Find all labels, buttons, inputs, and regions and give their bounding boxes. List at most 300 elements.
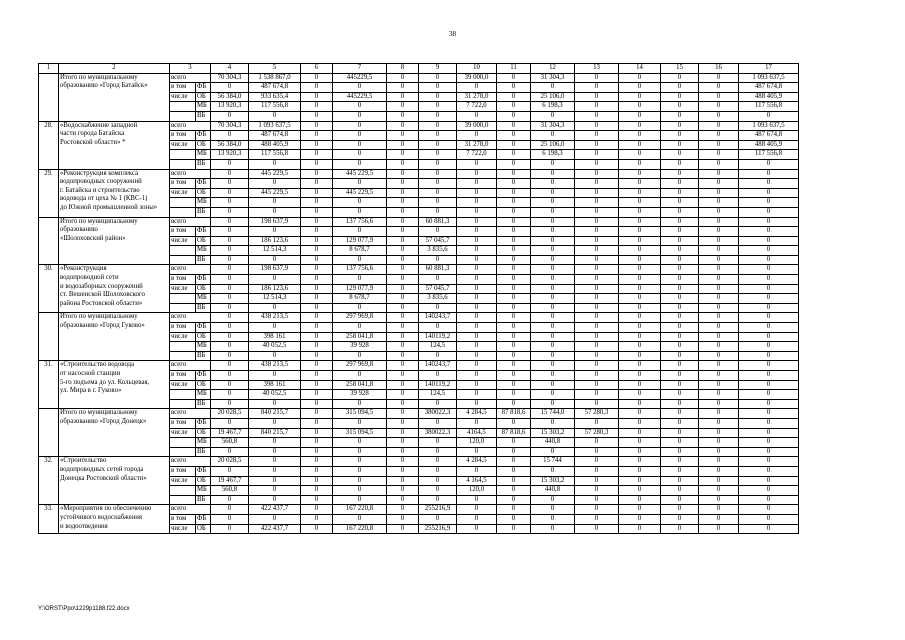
value-cell: 0: [211, 255, 249, 265]
funding-source-cell: ОБ: [196, 92, 211, 102]
value-cell: 487 674,8: [249, 83, 301, 93]
funding-label-cell: числе: [170, 380, 196, 390]
value-cell: 398 161: [249, 332, 301, 342]
value-cell: 0: [249, 323, 301, 333]
value-cell: 0: [333, 121, 387, 131]
value-cell: 0: [497, 524, 531, 534]
value-cell: 0: [661, 438, 699, 448]
value-cell: 0: [249, 371, 301, 381]
funding-label-cell: числе: [170, 476, 196, 486]
value-cell: 0: [699, 418, 739, 428]
table-row: [39, 409, 799, 419]
value-cell: 0: [575, 284, 619, 294]
value-cell: 120,0: [457, 438, 497, 448]
funding-label-cell: всего: [170, 505, 211, 515]
value-cell: 57 045,7: [419, 236, 457, 246]
item-number-cell: [39, 313, 59, 361]
value-cell: 0: [211, 524, 249, 534]
item-name-line: водовода от цеха № 1 (КВС-1): [60, 195, 148, 203]
value-cell: 0: [387, 275, 419, 285]
value-cell: 0: [419, 102, 457, 112]
value-cell: 0: [619, 476, 661, 486]
item-name-cell: [59, 457, 170, 505]
item-name-line: 5-го подъема до ул. Кольцевая,: [60, 378, 150, 386]
value-cell: 0: [387, 514, 419, 524]
item-name-line: «Мероприятия по обеспечению: [60, 505, 152, 513]
value-cell: 1 093 637,5: [739, 121, 799, 131]
value-cell: 0: [531, 380, 575, 390]
value-cell: 0: [699, 140, 739, 150]
value-cell: 6 198,3: [531, 102, 575, 112]
value-cell: 137 756,6: [333, 217, 387, 227]
value-cell: 0: [387, 92, 419, 102]
value-cell: 0: [531, 198, 575, 208]
value-cell: 0: [457, 390, 497, 400]
value-cell: 0: [301, 140, 333, 150]
value-cell: 0: [301, 524, 333, 534]
funding-label-cell: в том: [170, 323, 196, 333]
value-cell: 315 094,5: [333, 409, 387, 419]
value-cell: 0: [699, 428, 739, 438]
value-cell: 0: [457, 294, 497, 304]
value-cell: 0: [575, 399, 619, 409]
value-cell: 0: [661, 188, 699, 198]
value-cell: 0: [699, 476, 739, 486]
funding-label-cell: всего: [170, 457, 211, 467]
value-cell: 0: [333, 466, 387, 476]
item-name-line: ул. Мира в г. Гуково»: [60, 387, 122, 395]
value-cell: 0: [301, 313, 333, 323]
value-cell: 0: [699, 121, 739, 131]
column-number-cell: 1: [39, 64, 59, 74]
funding-label-cell: [170, 294, 196, 304]
funding-label-cell: [170, 351, 196, 361]
value-cell: 0: [419, 275, 457, 285]
value-cell: 0: [575, 111, 619, 121]
value-cell: 0: [661, 323, 699, 333]
value-cell: 0: [619, 207, 661, 217]
value-cell: 0: [531, 332, 575, 342]
value-cell: 0: [387, 303, 419, 313]
value-cell: 0: [619, 495, 661, 505]
value-cell: 0: [457, 505, 497, 515]
value-cell: 0: [497, 476, 531, 486]
value-cell: 0: [619, 284, 661, 294]
column-number-cell: 12: [531, 64, 575, 74]
value-cell: 0: [739, 179, 799, 189]
value-cell: 0: [531, 342, 575, 352]
value-cell: 0: [661, 121, 699, 131]
funding-source-cell: ОБ: [196, 188, 211, 198]
value-cell: 0: [619, 466, 661, 476]
value-cell: 0: [497, 380, 531, 390]
value-cell: 137 756,6: [333, 265, 387, 275]
value-cell: 140243,7: [419, 313, 457, 323]
value-cell: 0: [419, 486, 457, 496]
value-cell: 0: [333, 438, 387, 448]
value-cell: 0: [211, 265, 249, 275]
value-cell: 445 229,5: [333, 188, 387, 198]
value-cell: 0: [699, 179, 739, 189]
value-cell: 0: [301, 207, 333, 217]
value-cell: 117 556,8: [249, 150, 301, 160]
value-cell: 0: [457, 198, 497, 208]
value-cell: 0: [419, 476, 457, 486]
value-cell: 0: [419, 83, 457, 93]
value-cell: 0: [531, 371, 575, 381]
value-cell: 0: [457, 159, 497, 169]
value-cell: 70 304,3: [211, 73, 249, 83]
item-number-cell: 33.: [39, 505, 59, 534]
value-cell: 0: [419, 159, 457, 169]
value-cell: 15 303,2: [531, 428, 575, 438]
value-cell: 0: [619, 428, 661, 438]
value-cell: 0: [699, 131, 739, 141]
value-cell: 198 637,9: [249, 217, 301, 227]
value-cell: 0: [575, 466, 619, 476]
value-cell: 0: [699, 361, 739, 371]
value-cell: 0: [699, 227, 739, 237]
value-cell: 0: [457, 399, 497, 409]
value-cell: 0: [619, 303, 661, 313]
value-cell: 315 094,5: [333, 428, 387, 438]
item-name-line: г. Батайска и строительство: [60, 186, 140, 194]
value-cell: 0: [419, 73, 457, 83]
value-cell: 0: [739, 198, 799, 208]
value-cell: 0: [619, 92, 661, 102]
value-cell: 0: [531, 217, 575, 227]
value-cell: 0: [531, 303, 575, 313]
value-cell: 0: [301, 284, 333, 294]
funding-label-cell: в том: [170, 371, 196, 381]
funding-label-cell: в том: [170, 227, 196, 237]
value-cell: 1 093 637,5: [739, 73, 799, 83]
value-cell: 0: [699, 198, 739, 208]
value-cell: 60 881,3: [419, 265, 457, 275]
value-cell: 8 678,7: [333, 294, 387, 304]
value-cell: 0: [661, 207, 699, 217]
value-cell: 0: [457, 169, 497, 179]
value-cell: 933 635,4: [249, 92, 301, 102]
column-number-cell: 4: [211, 64, 249, 74]
value-cell: 0: [497, 140, 531, 150]
value-cell: 0: [301, 505, 333, 515]
value-cell: 0: [497, 399, 531, 409]
value-cell: 0: [457, 380, 497, 390]
item-name-cell: [59, 265, 170, 313]
value-cell: 39 928: [333, 342, 387, 352]
value-cell: 440,8: [531, 438, 575, 448]
value-cell: 0: [739, 284, 799, 294]
value-cell: 0: [249, 486, 301, 496]
value-cell: 0: [699, 505, 739, 515]
value-cell: 0: [419, 121, 457, 131]
value-cell: 0: [497, 207, 531, 217]
value-cell: 0: [575, 179, 619, 189]
value-cell: 0: [619, 409, 661, 419]
value-cell: 0: [531, 131, 575, 141]
value-cell: 0: [387, 227, 419, 237]
value-cell: 0: [301, 255, 333, 265]
value-cell: 0: [661, 409, 699, 419]
value-cell: 40 052,5: [249, 390, 301, 400]
funding-label-cell: [170, 150, 196, 160]
value-cell: 0: [619, 418, 661, 428]
value-cell: 0: [387, 169, 419, 179]
value-cell: 0: [301, 179, 333, 189]
value-cell: 0: [575, 323, 619, 333]
value-cell: 0: [387, 351, 419, 361]
value-cell: 0: [497, 102, 531, 112]
value-cell: 0: [211, 217, 249, 227]
item-name-line: ст. Вешенской Шолоховского: [60, 291, 145, 299]
value-cell: 0: [531, 418, 575, 428]
page-number: 38: [449, 30, 456, 38]
value-cell: 0: [301, 457, 333, 467]
funding-source-cell: ОБ: [196, 476, 211, 486]
value-cell: 0: [387, 131, 419, 141]
funding-source-cell: ФБ: [196, 418, 211, 428]
value-cell: 0: [301, 409, 333, 419]
value-cell: 0: [739, 332, 799, 342]
value-cell: 0: [419, 514, 457, 524]
value-cell: 31 278,0: [457, 140, 497, 150]
value-cell: 0: [333, 102, 387, 112]
value-cell: 0: [497, 486, 531, 496]
value-cell: 0: [699, 390, 739, 400]
value-cell: 0: [699, 351, 739, 361]
value-cell: 0: [619, 255, 661, 265]
value-cell: 0: [457, 83, 497, 93]
value-cell: 120,0: [457, 486, 497, 496]
value-cell: 0: [419, 418, 457, 428]
value-cell: 0: [661, 111, 699, 121]
value-cell: 0: [497, 418, 531, 428]
value-cell: 0: [457, 284, 497, 294]
value-cell: 0: [419, 207, 457, 217]
value-cell: 0: [497, 255, 531, 265]
value-cell: 0: [301, 265, 333, 275]
funding-label-cell: всего: [170, 409, 211, 419]
value-cell: 0: [301, 486, 333, 496]
value-cell: 0: [699, 83, 739, 93]
value-cell: 0: [575, 303, 619, 313]
value-cell: 0: [575, 188, 619, 198]
funding-source-cell: ФБ: [196, 131, 211, 141]
value-cell: 0: [301, 169, 333, 179]
column-number-cell: 6: [301, 64, 333, 74]
item-number-cell: [39, 409, 59, 457]
value-cell: 0: [739, 313, 799, 323]
value-cell: 124,5: [419, 342, 457, 352]
value-cell: 57 280,3: [575, 428, 619, 438]
value-cell: 488 405,9: [249, 140, 301, 150]
value-cell: 0: [211, 236, 249, 246]
value-cell: 15 744: [531, 457, 575, 467]
footer-file-path: Y:\ORST\Ppo\1229p1188.f22.docx: [38, 606, 130, 612]
value-cell: 0: [211, 466, 249, 476]
value-cell: 0: [575, 159, 619, 169]
value-cell: 3 835,6: [419, 294, 457, 304]
value-cell: 25 106,0: [531, 140, 575, 150]
item-name-line: «Реконструкция комплекса: [60, 169, 139, 177]
funding-label-cell: числе: [170, 428, 196, 438]
item-name-line: Итого по муниципальному: [60, 313, 138, 321]
value-cell: 13 920,3: [211, 102, 249, 112]
value-cell: 0: [661, 380, 699, 390]
value-cell: 0: [739, 236, 799, 246]
value-cell: 0: [661, 265, 699, 275]
value-cell: 0: [531, 169, 575, 179]
value-cell: 0: [699, 207, 739, 217]
value-cell: 0: [497, 495, 531, 505]
value-cell: 0: [497, 466, 531, 476]
value-cell: 0: [333, 418, 387, 428]
value-cell: 0: [619, 83, 661, 93]
value-cell: 0: [699, 150, 739, 160]
value-cell: 0: [619, 150, 661, 160]
value-cell: 0: [301, 236, 333, 246]
value-cell: 140243,7: [419, 361, 457, 371]
value-cell: 0: [457, 265, 497, 275]
value-cell: 0: [387, 150, 419, 160]
funding-source-cell: ВБ: [196, 495, 211, 505]
value-cell: 0: [619, 111, 661, 121]
value-cell: 0: [699, 332, 739, 342]
funding-label-cell: [170, 198, 196, 208]
value-cell: 0: [387, 284, 419, 294]
value-cell: 0: [619, 275, 661, 285]
value-cell: 0: [661, 198, 699, 208]
value-cell: 57 045,7: [419, 284, 457, 294]
value-cell: 0: [497, 159, 531, 169]
value-cell: 0: [301, 303, 333, 313]
value-cell: 0: [661, 294, 699, 304]
funding-source-cell: ФБ: [196, 466, 211, 476]
value-cell: 297 969,8: [333, 313, 387, 323]
item-number-cell: [39, 73, 59, 121]
value-cell: 0: [457, 217, 497, 227]
value-cell: 0: [699, 102, 739, 112]
value-cell: 129 077,9: [333, 284, 387, 294]
value-cell: 0: [699, 342, 739, 352]
value-cell: 0: [531, 351, 575, 361]
funding-label-cell: [170, 255, 196, 265]
value-cell: 0: [661, 418, 699, 428]
value-cell: 398 161: [249, 380, 301, 390]
value-cell: 0: [661, 159, 699, 169]
value-cell: 0: [457, 303, 497, 313]
value-cell: 0: [661, 524, 699, 534]
funding-label-cell: числе: [170, 524, 196, 534]
value-cell: 39 000,0: [457, 73, 497, 83]
funding-source-cell: МБ: [196, 390, 211, 400]
value-cell: 0: [457, 131, 497, 141]
item-name-line: Донецка Ростовской области»: [60, 474, 147, 482]
item-number-cell: 30.: [39, 265, 59, 313]
value-cell: 0: [301, 294, 333, 304]
value-cell: 0: [387, 428, 419, 438]
value-cell: 0: [739, 380, 799, 390]
value-cell: 0: [661, 476, 699, 486]
value-cell: 0: [457, 275, 497, 285]
value-cell: 0: [619, 131, 661, 141]
value-cell: 0: [497, 447, 531, 457]
value-cell: 20 028,5: [211, 457, 249, 467]
value-cell: 840 215,7: [249, 428, 301, 438]
value-cell: 25 106,0: [531, 92, 575, 102]
item-name-line: Итого по муниципальному: [60, 217, 138, 225]
value-cell: 0: [249, 227, 301, 237]
funding-source-cell: ВБ: [196, 447, 211, 457]
value-cell: 13 920,3: [211, 150, 249, 160]
value-cell: 0: [419, 188, 457, 198]
value-cell: 0: [739, 342, 799, 352]
column-number-cell: 14: [619, 64, 661, 74]
funding-label-cell: в том: [170, 131, 196, 141]
value-cell: 0: [211, 447, 249, 457]
item-name-line: водопроводных сооружений: [60, 178, 142, 186]
value-cell: 445 229,5: [249, 169, 301, 179]
value-cell: 0: [301, 361, 333, 371]
value-cell: 0: [661, 217, 699, 227]
value-cell: 0: [419, 438, 457, 448]
value-cell: 0: [739, 169, 799, 179]
item-name-line: образованию: [60, 226, 98, 234]
value-cell: 0: [619, 332, 661, 342]
value-cell: 0: [739, 486, 799, 496]
funding-label-cell: в том: [170, 83, 196, 93]
value-cell: 0: [699, 246, 739, 256]
funding-source-cell: ОБ: [196, 332, 211, 342]
value-cell: 56 384,0: [211, 92, 249, 102]
item-name-line: части города Батайска: [60, 130, 125, 138]
value-cell: 0: [497, 514, 531, 524]
value-cell: 0: [249, 514, 301, 524]
value-cell: 0: [457, 371, 497, 381]
value-cell: 0: [333, 131, 387, 141]
value-cell: 0: [457, 207, 497, 217]
value-cell: 0: [387, 294, 419, 304]
funding-label-cell: в том: [170, 466, 196, 476]
value-cell: 445229,5: [333, 92, 387, 102]
value-cell: 560,8: [211, 486, 249, 496]
value-cell: 0: [419, 303, 457, 313]
value-cell: 0: [619, 159, 661, 169]
funding-source-cell: ОБ: [196, 524, 211, 534]
value-cell: 0: [575, 514, 619, 524]
value-cell: 0: [619, 188, 661, 198]
value-cell: 0: [419, 323, 457, 333]
value-cell: 0: [619, 524, 661, 534]
value-cell: 0: [497, 246, 531, 256]
value-cell: 0: [497, 351, 531, 361]
item-name-line: «Водоснабжение западной: [60, 121, 138, 129]
value-cell: 0: [531, 159, 575, 169]
funding-source-cell: ОБ: [196, 428, 211, 438]
value-cell: 0: [619, 371, 661, 381]
table-row: [39, 361, 799, 371]
value-cell: 0: [699, 188, 739, 198]
value-cell: 0: [211, 169, 249, 179]
item-name-cell: [59, 169, 170, 217]
value-cell: 0: [619, 73, 661, 83]
value-cell: 0: [661, 457, 699, 467]
value-cell: 0: [497, 275, 531, 285]
value-cell: 0: [497, 342, 531, 352]
funding-label-cell: числе: [170, 332, 196, 342]
value-cell: 0: [661, 246, 699, 256]
